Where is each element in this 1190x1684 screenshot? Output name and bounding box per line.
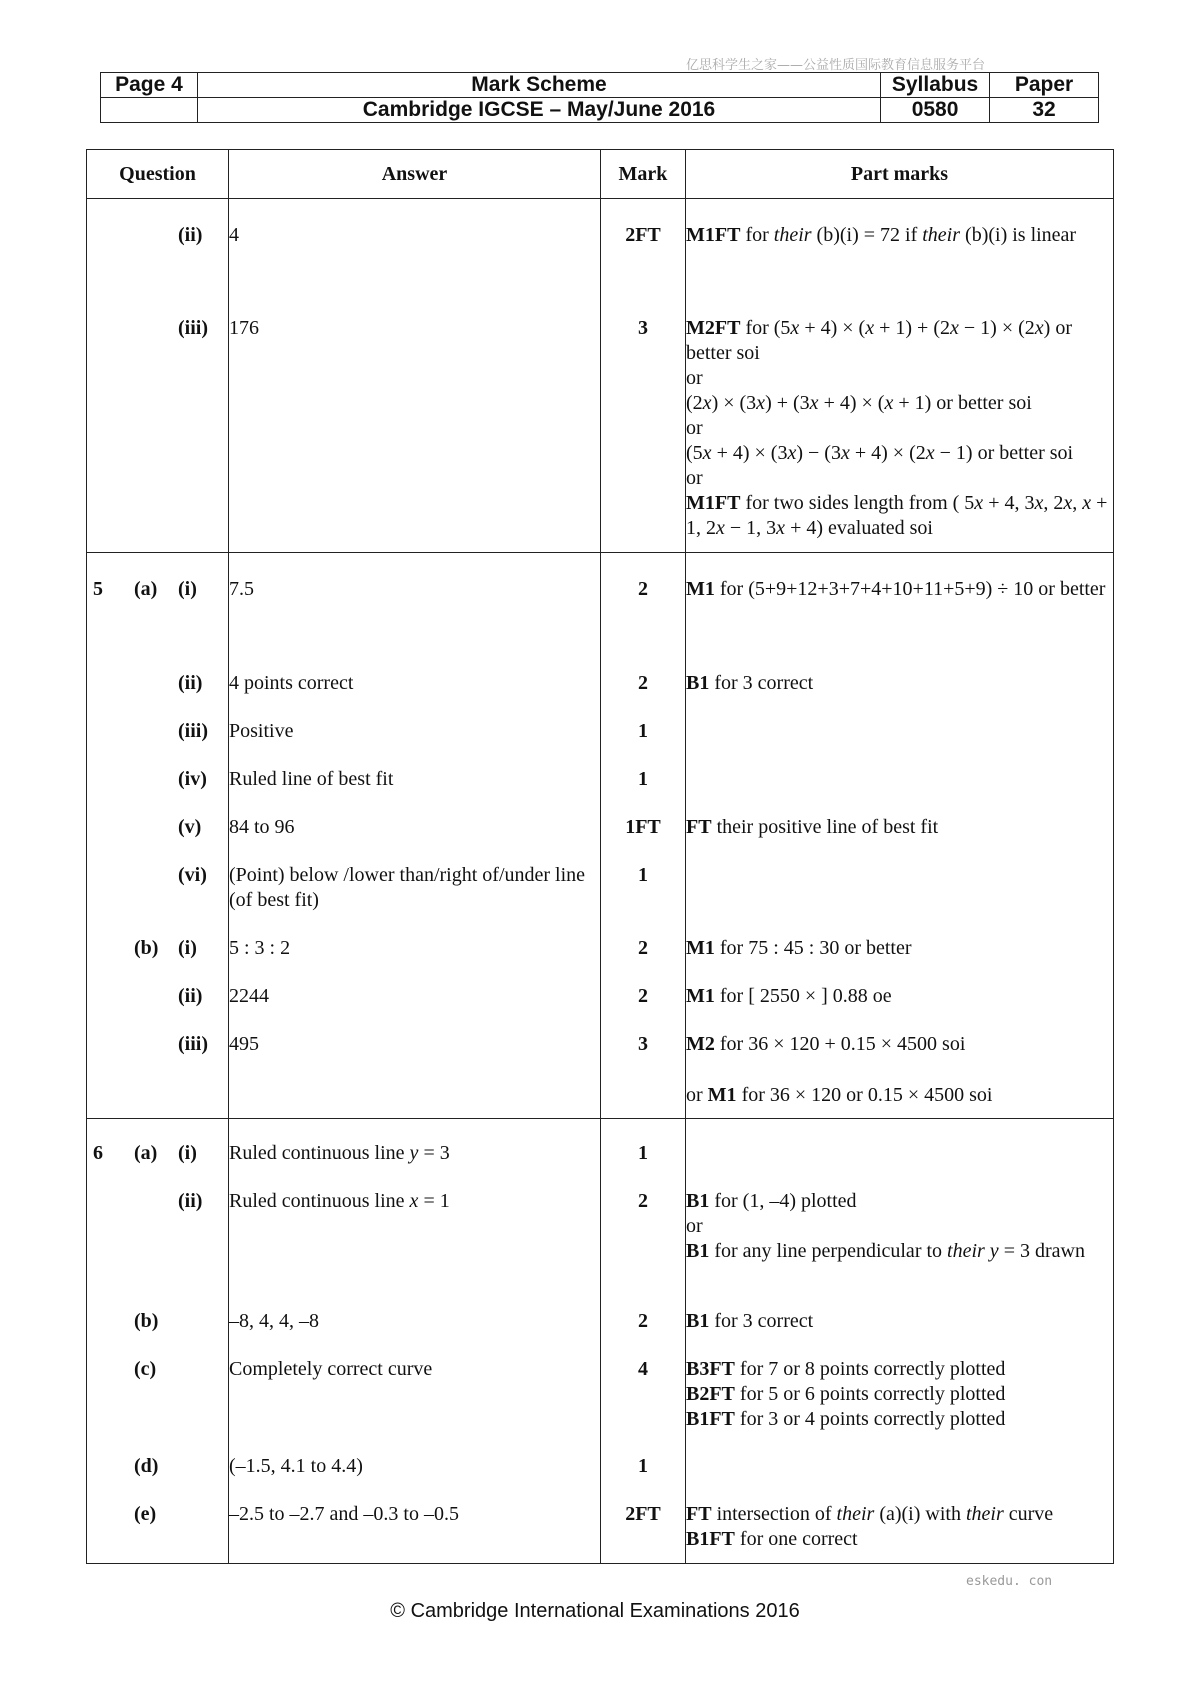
mark-cell: 1	[601, 1434, 686, 1482]
table-row	[87, 199, 1114, 297]
table-row	[87, 699, 1114, 747]
column-mark: Mark	[601, 150, 686, 199]
answer-cell: Ruled continuous line y = 3	[229, 1119, 601, 1170]
question-sub: (i)	[178, 578, 197, 600]
question-sub: (i)	[178, 1142, 197, 1164]
part-marks-cell	[686, 1119, 1114, 1170]
paper-value: 32	[990, 98, 1099, 123]
part-marks-cell: M2FT for (5x + 4) × (x + 1) + (2x − 1) × (2x) or better soi or (2x) × (3x) + (3x + 4) × (x + 1) or better soi or (5x + 4) × (3x) − (3x + 4) × (2x − 1) or better soi or M1FT for two sides length from ( 5x + 4, 3x, 2x, x + 1, 2x − 1, 3x + 4) evaluated soi	[686, 296, 1114, 553]
question-sub: (iii)	[178, 317, 208, 339]
question-sub: (iv)	[178, 768, 207, 790]
answer-cell: 4 points correct	[229, 651, 601, 699]
mark-cell: 2	[601, 1169, 686, 1289]
part-marks-cell: FT intersection of their (a)(i) with their curve B1FT for one correct	[686, 1482, 1114, 1564]
column-question: Question	[87, 150, 229, 199]
question-number: 5	[93, 578, 103, 600]
question-5-group	[87, 553, 1114, 1119]
syllabus-value: 0580	[881, 98, 990, 123]
question-sub: (v)	[178, 816, 202, 838]
question-sub: (ii)	[178, 224, 203, 246]
mark-cell: 2	[601, 964, 686, 1012]
answer-cell: 176	[229, 296, 601, 553]
watermark-top: 亿思科学生之家——公益性质国际教育信息服务平台	[686, 58, 986, 73]
question-sub: (iii)	[178, 1033, 208, 1055]
watermark-bottom: eskedu. con	[966, 1574, 1053, 1589]
question-sub: (iii)	[178, 720, 208, 742]
mark-cell: 1	[601, 1119, 686, 1170]
mark-cell: 4	[601, 1337, 686, 1434]
mark-cell: 1	[601, 843, 686, 916]
question-part: (d)	[134, 1455, 159, 1477]
mark-cell: 3	[601, 1012, 686, 1119]
copyright-footer: © Cambridge International Examinations 2016	[390, 1600, 800, 1622]
answer-cell: (Point) below /lower than/right of/under line (of best fit)	[229, 843, 601, 916]
mark-cell: 2	[601, 553, 686, 652]
part-marks-cell: B3FT for 7 or 8 points correctly plotted B2FT for 5 or 6 points correctly plotted B1FT for 3 or 4 points correctly plotted	[686, 1337, 1114, 1434]
table-row	[87, 1119, 1114, 1170]
mark-cell: 1FT	[601, 795, 686, 843]
answer-cell: 4	[229, 199, 601, 297]
question-part: (b)	[134, 937, 159, 959]
mark-cell: 1	[601, 747, 686, 795]
question-part: (e)	[134, 1503, 157, 1525]
mark-cell: 2	[601, 651, 686, 699]
question-part: (a)	[134, 578, 158, 600]
question-4-group	[87, 199, 1114, 553]
page-header	[100, 72, 1099, 123]
mark-cell: 2	[601, 916, 686, 964]
table-row	[87, 1169, 1114, 1289]
table-row	[87, 1434, 1114, 1482]
question-sub: (vi)	[178, 864, 207, 886]
table-row	[87, 964, 1114, 1012]
part-marks-cell: B1 for 3 correct	[686, 1289, 1114, 1337]
table-row	[87, 1289, 1114, 1337]
answer-cell: 5 : 3 : 2	[229, 916, 601, 964]
doc-title: Mark Scheme	[197, 73, 880, 98]
answer-cell: Ruled line of best fit	[229, 747, 601, 795]
question-sub: (i)	[178, 937, 197, 959]
mark-cell: 3	[601, 296, 686, 553]
mark-cell: 1	[601, 699, 686, 747]
part-marks-cell: B1 for 3 correct	[686, 651, 1114, 699]
table-row	[87, 1482, 1114, 1564]
table-row	[87, 1012, 1114, 1119]
answer-cell: –2.5 to –2.7 and –0.3 to –0.5	[229, 1482, 601, 1564]
question-number: 6	[93, 1142, 103, 1164]
part-marks-cell: M2 for 36 × 120 + 0.15 × 4500 soi or M1 for 36 × 120 or 0.15 × 4500 soi	[686, 1012, 1114, 1119]
question-part: (c)	[134, 1358, 157, 1380]
table-row	[87, 795, 1114, 843]
answer-cell: 7.5	[229, 553, 601, 652]
header-blank	[101, 98, 198, 123]
answer-cell: Ruled continuous line x = 1	[229, 1169, 601, 1289]
question-part: (b)	[134, 1310, 159, 1332]
part-marks-cell	[686, 699, 1114, 747]
part-marks-cell: FT their positive line of best fit	[686, 795, 1114, 843]
paper-label: Paper	[990, 73, 1099, 98]
mark-cell: 2FT	[601, 1482, 686, 1564]
part-marks-cell: M1FT for their (b)(i) = 72 if their (b)(i) is linear	[686, 199, 1114, 297]
question-sub: (ii)	[178, 985, 203, 1007]
part-marks-cell	[686, 1434, 1114, 1482]
table-row	[87, 1337, 1114, 1434]
part-marks-cell: B1 for (1, –4) plotted or B1 for any line perpendicular to their y = 3 drawn	[686, 1169, 1114, 1289]
mark-scheme-table	[86, 149, 1114, 1564]
question-sub: (ii)	[178, 1190, 203, 1212]
column-answer: Answer	[229, 150, 601, 199]
question-6-group	[87, 1119, 1114, 1564]
table-row	[87, 553, 1114, 652]
answer-cell: 2244	[229, 964, 601, 1012]
doc-subtitle: Cambridge IGCSE – May/June 2016	[197, 98, 880, 123]
question-part: (a)	[134, 1142, 158, 1164]
answer-cell: (–1.5, 4.1 to 4.4)	[229, 1434, 601, 1482]
answer-cell: 495	[229, 1012, 601, 1119]
question-sub: (ii)	[178, 672, 203, 694]
part-marks-cell: M1 for (5+9+12+3+7+4+10+11+5+9) ÷ 10 or better	[686, 553, 1114, 652]
part-marks-cell	[686, 747, 1114, 795]
table-row	[87, 916, 1114, 964]
table-row	[87, 296, 1114, 553]
part-marks-cell: M1 for [ 2550 × ] 0.88 oe	[686, 964, 1114, 1012]
mark-cell: 2	[601, 1289, 686, 1337]
table-row	[87, 747, 1114, 795]
page-number: Page 4	[101, 73, 198, 98]
syllabus-label: Syllabus	[881, 73, 990, 98]
answer-cell: Completely correct curve	[229, 1337, 601, 1434]
answer-cell: 84 to 96	[229, 795, 601, 843]
table-row	[87, 651, 1114, 699]
table-row	[87, 843, 1114, 916]
part-marks-cell: M1 for 75 : 45 : 30 or better	[686, 916, 1114, 964]
column-part-marks: Part marks	[686, 150, 1114, 199]
answer-cell: Positive	[229, 699, 601, 747]
part-marks-cell	[686, 843, 1114, 916]
mark-cell: 2FT	[601, 199, 686, 297]
answer-cell: –8, 4, 4, –8	[229, 1289, 601, 1337]
